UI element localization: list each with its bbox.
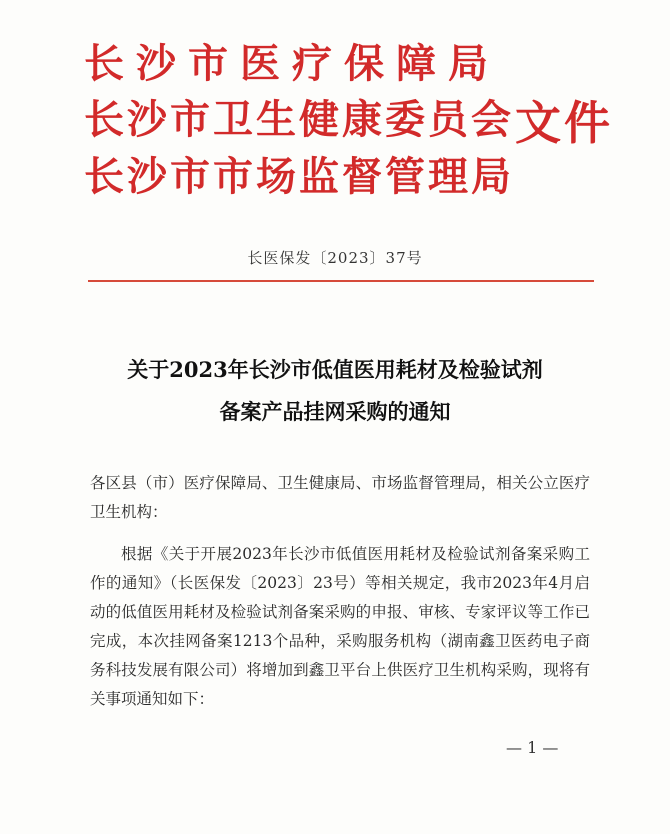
notice-title-line1: 关于2023年长沙市低值医用耗材及检验试剂	[127, 357, 543, 382]
issuing-authority-health-commission: 长沙市卫生健康委员会	[84, 96, 514, 143]
body-paragraph: 根据《关于开展2023年长沙市低值医用耗材及检验试剂备案采购工作的通知》（长医保发〔2023〕23号）等相关规定，我市2023年4月启动的低值医用耗材及检验试剂备案采购的申报、审核、专家评议等工作已完成，本次挂网备案1213个品种，采购服务机构（湖南鑫卫医药电子商务科技发展有限公司）将增加到鑫卫平台上供医疗卫生机构采购，现将有关事项通知如下：	[90, 545, 590, 708]
document-number: 长医保发〔2023〕37号	[247, 249, 423, 267]
page-number: — 1 —	[506, 738, 559, 757]
issuing-authority-medical-security: 长沙市医疗保障局	[84, 40, 500, 87]
document-label: 文件	[515, 96, 613, 150]
notice-title-line2: 备案产品挂网采购的通知	[219, 399, 451, 424]
red-header	[0, 0, 670, 210]
salutation: 各区县（市）医疗保障局、卫生健康局、市场监督管理局，相关公立医疗卫生机构：	[90, 474, 590, 521]
issuing-authority-market-regulation: 长沙市市场监督管理局	[84, 153, 514, 200]
red-divider-line	[88, 280, 594, 282]
